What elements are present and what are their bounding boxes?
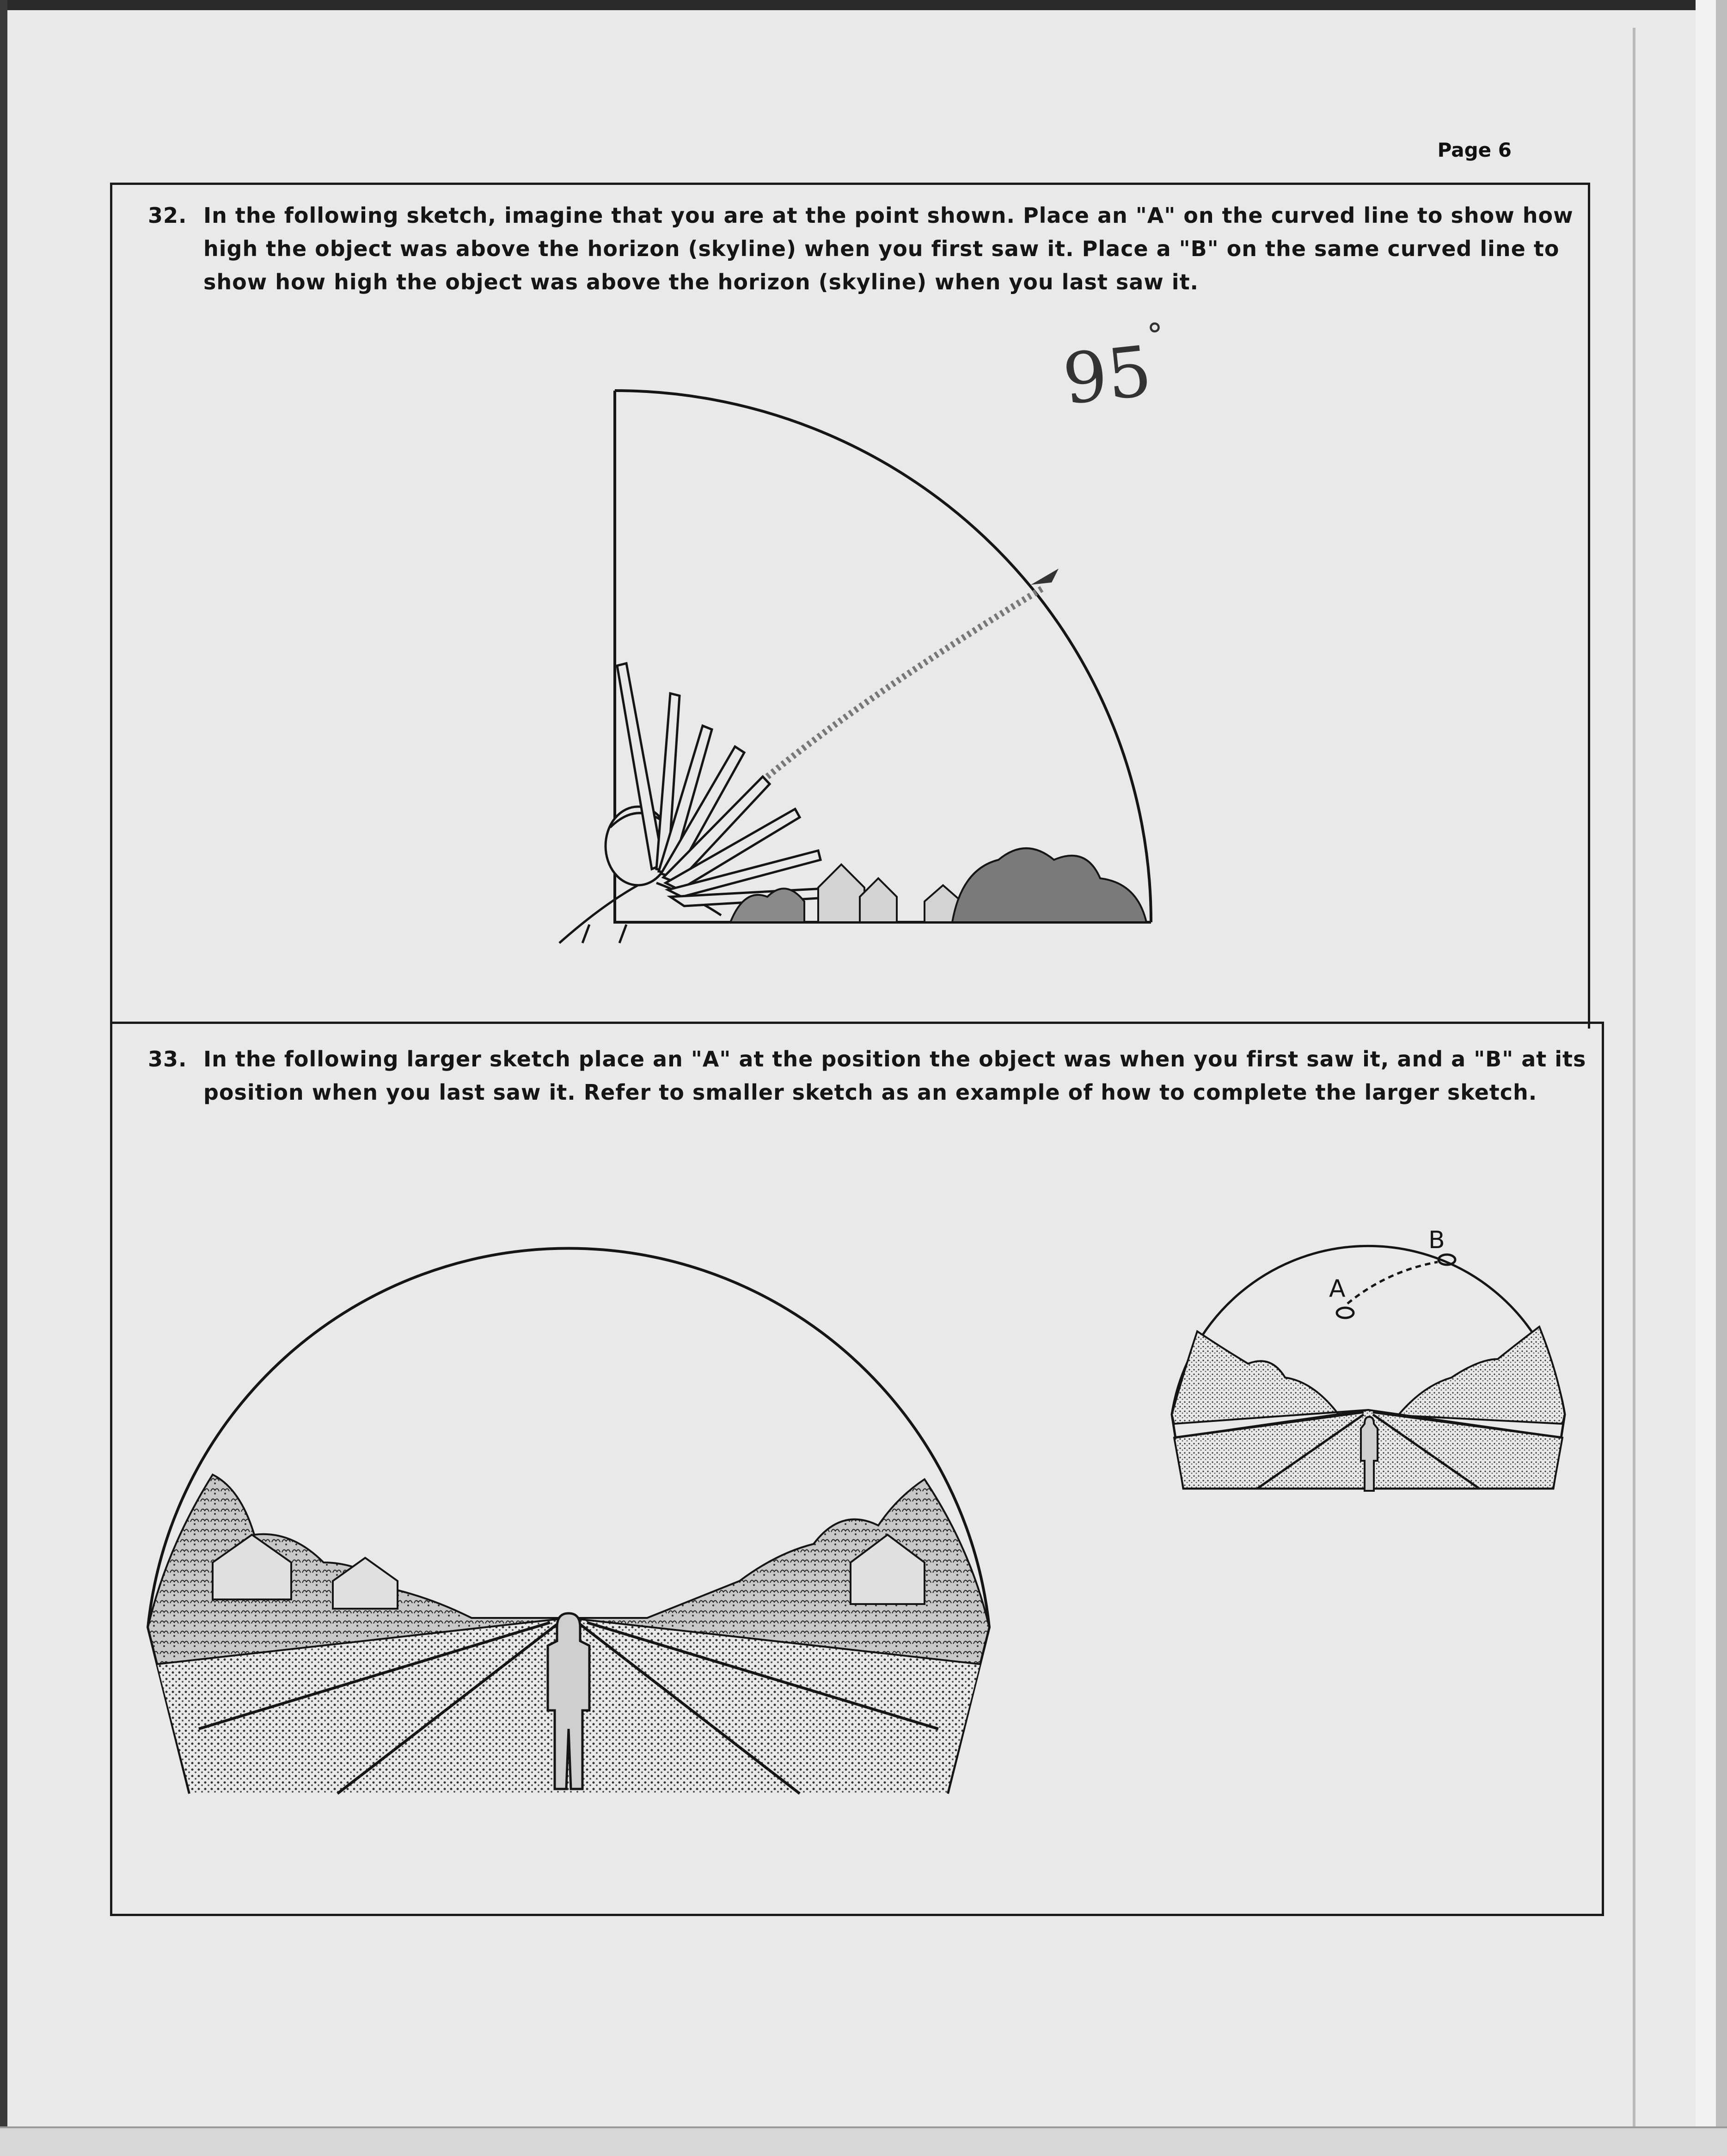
handwritten-value: 95 (1059, 331, 1156, 421)
question-32 (148, 199, 1572, 305)
question-33-line-2: position when you last saw it. Refer to smaller sketch as an example of how to complete the larger sketch. (203, 1080, 1537, 1105)
scan-frame-line (1633, 28, 1635, 2126)
scan-frame-top (0, 0, 1727, 10)
object-icon (1031, 569, 1059, 585)
marker-a-label: A (1329, 1275, 1346, 1303)
large-street-scene-sketch (139, 1211, 998, 1812)
marker-b-label: B (1428, 1226, 1445, 1254)
object-trail (767, 587, 1045, 777)
question-33-line-1: In the following larger sketch place an "A" at the position the object was when you first saw it, and a "B" at its (203, 1047, 1586, 1072)
question-32-line-2: high the object was above the horizon (skyline) when you first saw it. Place a "B" on the same curved line to (203, 236, 1560, 261)
handwritten-degree: ° (1145, 315, 1166, 355)
question-33-number: 33. (148, 1047, 187, 1072)
elevation-quarter-circle-sketch (545, 370, 1183, 971)
page-number: Page 6 (1437, 139, 1512, 161)
question-32-number: 32. (148, 203, 187, 228)
question-33 (148, 1042, 1586, 1116)
scan-frame-left (0, 0, 7, 2156)
small-example-sketch (1165, 1220, 1572, 1507)
question-32-line-1: In the following sketch, imagine that you are at the point shown. Place an "A" on the curved line to show how (203, 203, 1574, 228)
scan-frame-bottom (0, 2128, 1727, 2156)
scan-frame-right-edge (1716, 0, 1727, 2156)
question-32-line-3: show how high the object was above the horizon (skyline) when you last saw it. (203, 270, 1199, 294)
pointing-arms (617, 663, 842, 906)
